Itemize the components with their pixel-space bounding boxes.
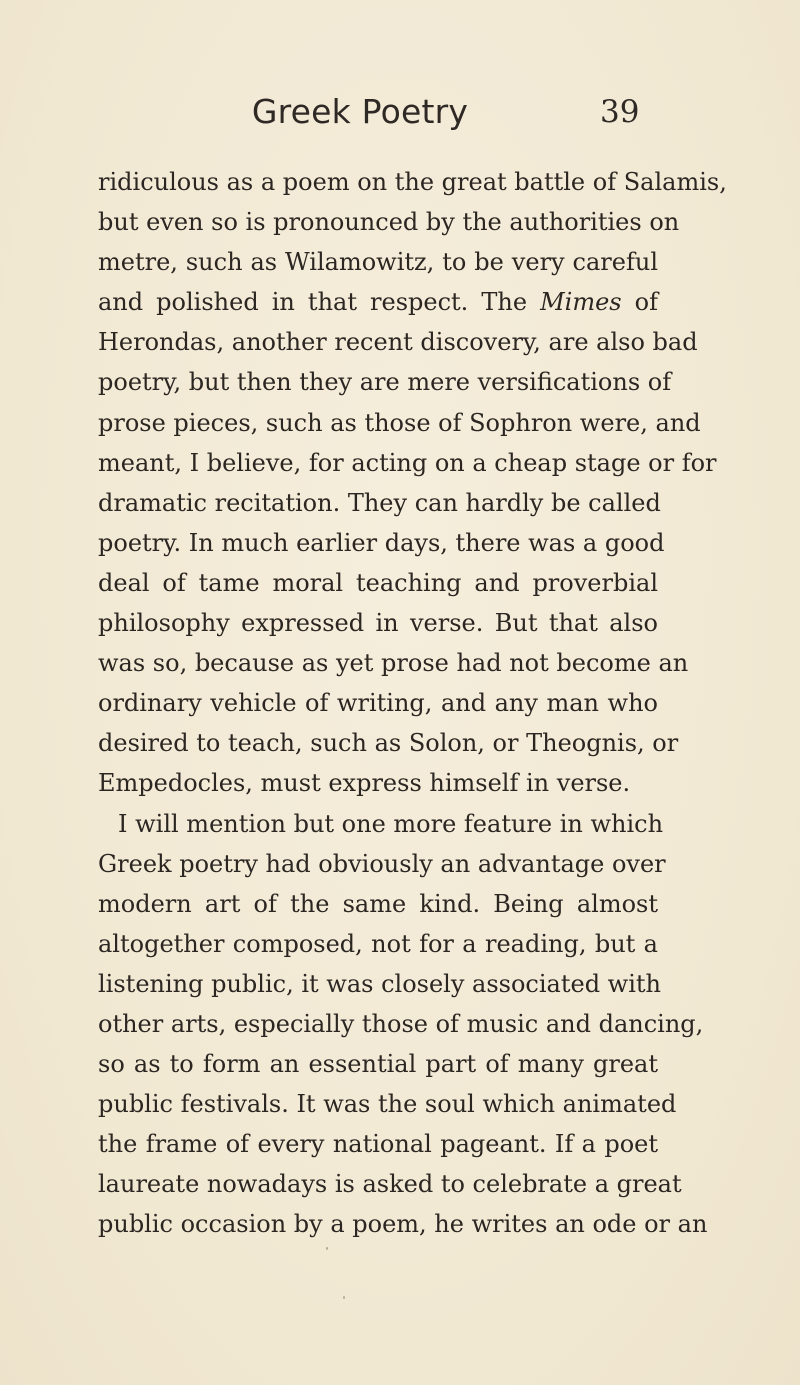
paragraph-first-line: I will mention but one more feature in which bbox=[118, 809, 664, 838]
text-line: poetry, but then they are mere versifications of bbox=[98, 368, 672, 397]
text-line: listening public, it was closely associated with bbox=[98, 969, 662, 998]
text-line: Herondas, another recent discovery, are also bad bbox=[98, 328, 698, 357]
text-line: prose pieces, such as those of Sophron were, and bbox=[98, 408, 701, 437]
text-line: desired to teach, such as Solon, or Theognis, or bbox=[98, 729, 679, 758]
text-segment: and polished in that respect. The bbox=[98, 288, 541, 317]
text-line: modern art of the same kind. Being almost bbox=[98, 889, 658, 918]
running-head bbox=[0, 92, 800, 136]
page-number: 39 bbox=[600, 94, 640, 130]
text-line-with-italic bbox=[98, 282, 658, 322]
text-line: so as to form an essential part of many great bbox=[98, 1050, 658, 1079]
text-line: public occasion by a poem, he writes an ode or an bbox=[98, 1210, 708, 1239]
text-line: but even so is pronounced by the authorities on bbox=[98, 208, 680, 237]
text-line: the frame of every national pageant. If a poet bbox=[98, 1130, 658, 1159]
italic-title: Mimes bbox=[540, 288, 622, 317]
text-line: Empedocles, must express himself in verse. bbox=[98, 769, 631, 798]
text-line: deal of tame moral teaching and proverbial bbox=[98, 568, 658, 597]
text-line: metre, such as Wilamowitz, to be very careful bbox=[98, 248, 658, 277]
text-line: was so, because as yet prose had not become an bbox=[98, 649, 689, 678]
running-head-title: Greek Poetry bbox=[251, 92, 469, 131]
body-text bbox=[98, 162, 727, 1245]
text-line: public festivals. It was the soul which animated bbox=[98, 1090, 677, 1119]
text-segment: of bbox=[621, 288, 658, 317]
paper-speck bbox=[343, 1296, 345, 1299]
paper-speck bbox=[326, 1247, 328, 1250]
text-line: meant, I believe, for acting on a cheap stage or for bbox=[98, 448, 717, 477]
text-line: philosophy expressed in verse. But that also bbox=[98, 609, 658, 638]
text-line: ridiculous as a poem on the great battle of Salamis, bbox=[98, 168, 727, 196]
text-line: other arts, especially those of music and dancing, bbox=[98, 1009, 704, 1038]
text-line: altogether composed, not for a reading, but a bbox=[98, 929, 658, 958]
text-line: poetry. In much earlier days, there was a good bbox=[98, 528, 665, 557]
text-line: Greek poetry had obviously an advantage over bbox=[98, 849, 666, 878]
text-line: laureate nowadays is asked to celebrate a great bbox=[98, 1170, 682, 1199]
text-line: dramatic recitation. They can hardly be called bbox=[98, 488, 661, 517]
text-line: ordinary vehicle of writing, and any man who bbox=[98, 689, 658, 718]
